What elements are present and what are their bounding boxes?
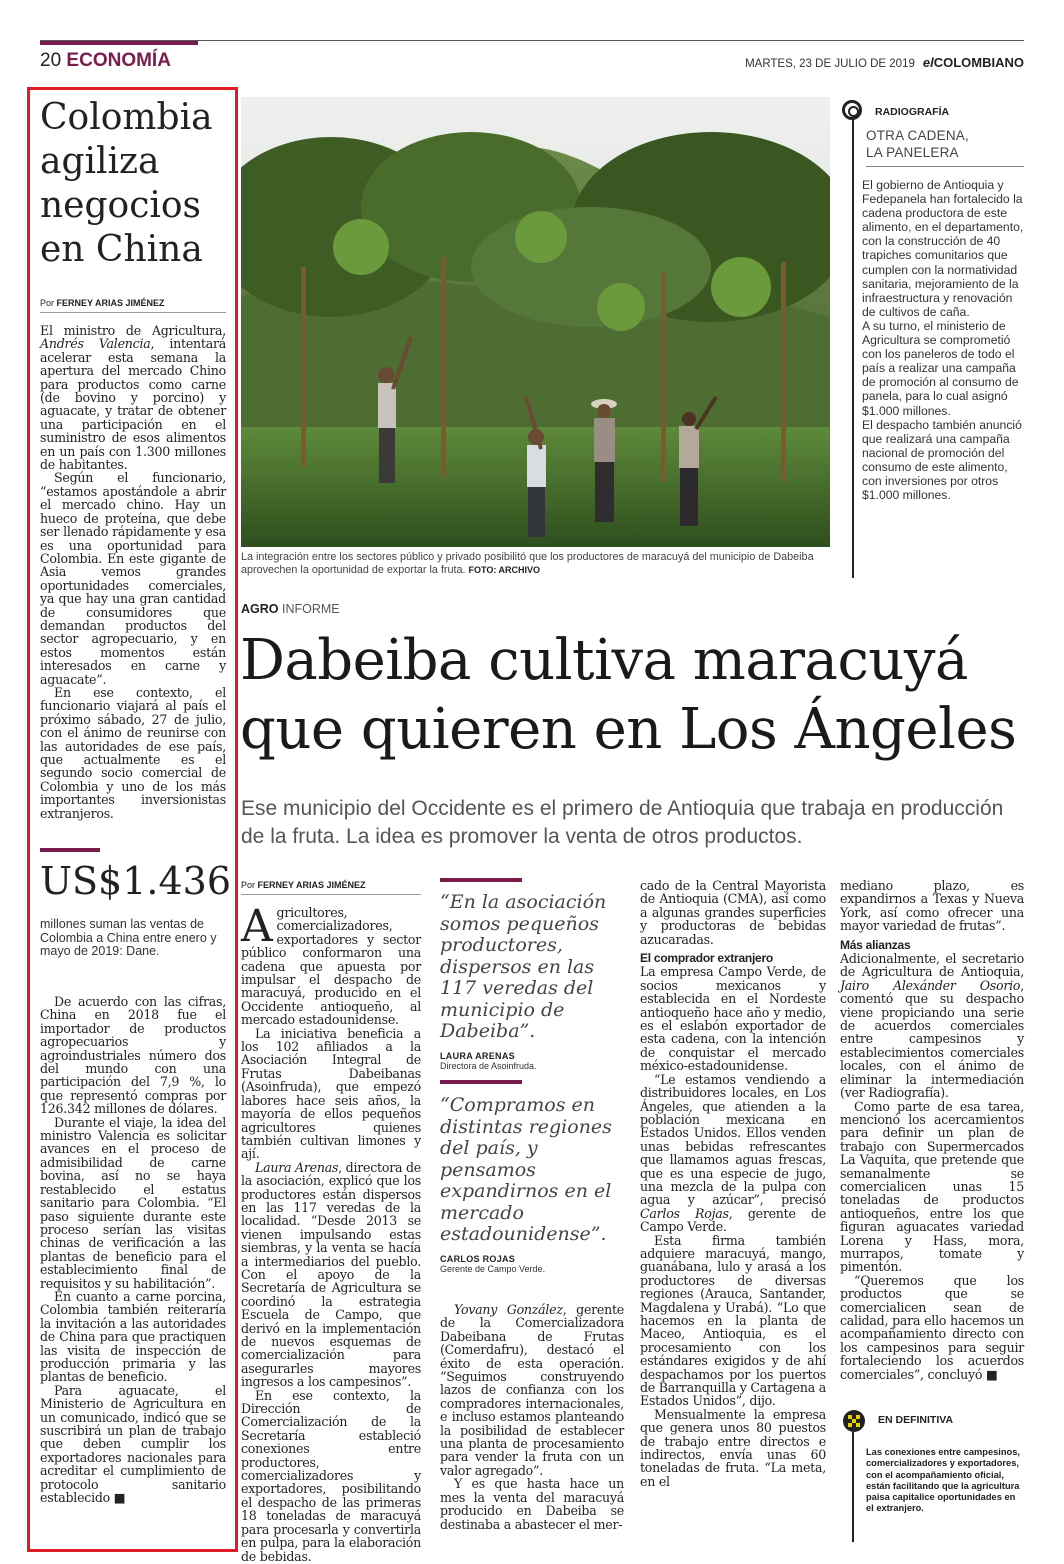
main-column-1	[241, 901, 421, 1564]
deck: Ese municipio del Occidente es el primero de Antioquia que trabaja en producción de la fruta. La idea es promover la venta de otros productos.	[241, 797, 1004, 848]
main-paragraph: Agricultores, comercializadores, exportadores y sector público conformaron una cadena que apuesta por impulsar el despacho de maracuyá, producido en el Occidente antioqueño, al mercado estadounidense.	[241, 901, 421, 1028]
maracuya-farmers-photo	[241, 97, 830, 547]
main-column-3	[640, 879, 826, 1488]
main-paragraph: En ese contexto, la Dirección de Comercialización de la Secretaría estableció conexiones entre productores, comercializadores y exportadores, posibilitando el despacho de las primeras 18 toneladas de maracuyá para procesarla y convertirla en pulpa, para la elaboración de bebidas.	[241, 1387, 421, 1564]
subheading: Más alianzas	[840, 937, 911, 952]
photo-credit: FOTO: ARCHIVO	[468, 565, 540, 575]
stat-value: US$1.436	[40, 859, 232, 903]
subheading: El comprador extranjero	[640, 951, 773, 966]
page-header-right	[745, 55, 1024, 70]
main-paragraph: “Le estamos vendiendo a distribuidores locales, en Los Ángeles, que atienden a la población mexicana en Estados Unidos. Ellos venden unas bebidas refrescantes que llamamos aguas frescas, que es una especie de jugo, una mezcla de la pulpa con agua y azúcar”, precisó Carlos Rojas, gerente de Campo Verde.	[640, 1071, 827, 1235]
sidebar-byline: Por FERNEY ARIAS JIMÉNEZ	[40, 298, 165, 308]
quote2-accent-bar	[440, 1080, 522, 1084]
sidebar-body-bottom	[40, 995, 226, 1504]
sidebar-paragraph: Para aguacate, el Ministerio de Agricultura en un comunicado, indicó que se suscribirá un plan de trabajo que deben cumplir los exportadores nacionales para acreditar el cumplimiento de protocolo sanitario establecido ■	[40, 1382, 226, 1506]
end-mark: ■	[985, 1366, 998, 1382]
end-mark: ■	[113, 1490, 126, 1506]
main-byline: Por FERNEY ARIAS JIMÉNEZ	[241, 880, 366, 890]
sidebar-paragraph: En ese contexto, el funcionario viajará al país el próximo sábado, 27 de julio, con el ánimo de reunirse con las autoridades de ese país, que actualmente es el segundo socio comercial de Colombia y uno de los más importantes inversionistas extranjeros.	[40, 684, 226, 821]
drop-cap: A	[241, 901, 273, 952]
main-paragraph: cado de la Central Mayorista de Antioquia (CMA), así como a algunas grandes superficies y productoras de bebidas azucaradas.	[640, 878, 826, 947]
pull-quote-1	[440, 892, 624, 1071]
stat-description: millones suman las ventas de Colombia a China entre enero y mayo de 2019: Dane.	[40, 917, 217, 958]
radiografia-paragraph: El despacho también anunció que realizará una campaña nacional de promoción del consumo de este alimento, con inversiones por otros $1.000 millones.	[862, 417, 1022, 503]
quote-role: Directora de Asoinfruda.	[440, 1060, 537, 1071]
header-rule	[40, 40, 1024, 41]
sidebar-byline-rule	[40, 312, 226, 313]
main-column-2	[440, 1303, 624, 1531]
pull-quote-2	[440, 1095, 624, 1274]
radiografia-title: OTRA CADENA, LA PANELERA	[866, 128, 969, 160]
issue-date: MARTES, 23 DE JULIO DE 2019	[745, 58, 915, 70]
quote-text: “En la asociación somos pequeños productores, dispersos en las 117 veredas del municipio de Dabeiba”.	[440, 891, 607, 1042]
quote-text: “Compramos en distintas regiones del país, y pensamos expandirnos en el mercado estadounidense”.	[440, 1094, 612, 1245]
main-paragraph: Esta firma también adquiere maracuyá, mango, guanábana, lulo y arasá a los productores de diversas regiones (Arauca, Santander, Magdalena y Urabá). “Lo que hacemos en la planta de Maceo, Antioquia, es el procesamiento con los estándares exigidos y de ahí despachamos por los puertos de Barranquilla y Cartagena a Estados Unidos”, dijo.	[640, 1232, 826, 1409]
main-column-4	[840, 879, 1024, 1381]
main-paragraph: Como parte de esa tarea, mencionó los acercamientos para definir un plan de trabajo con Supermercados La Vaquita, que pretende que semanalmente se comercialicen unas 15 toneladas de productos antioqueños, entre los que figuran aguacates variedad Lorena y Hass, mora, murrapos, tomate y pimentón.	[840, 1098, 1024, 1275]
sidebar-paragraph: En cuanto a carne porcina, Colombia también reiteraría la invitación a las autoridades de China para que practiquen las visita de inspección de producción primaria y las plantas de beneficio.	[40, 1288, 226, 1385]
page-number: 20	[40, 50, 62, 71]
sidebar-paragraph: Durante el viaje, la idea del ministro Valencia es solicitar avances en el proceso de admisibilidad de carne bovina, así no se haya restablecido el estatus sanitario para Colombia. “El paso siguiente durante este proceso serían las visitas chinas de verificación a las plantas de beneficio para el establecimiento final de requisitos y su habilitación”.	[40, 1114, 226, 1291]
photo-caption: La integración entre los sectores público y privado posibilitó que los productores de maracuyá del municipio de Dabeiba aprovechen la oportunidad de exportar la fruta. FOTO: ARCHIVO	[241, 551, 814, 576]
main-paragraph: La iniciativa beneficia a los 102 afiliados a la Asociación Integral de Frutas Dabeibanas (Asoinfruda), que empezó labores hace seis años, la mayoría de ellos pequeños agricultores quienes también cultivan limones y ají.	[241, 1025, 421, 1162]
definitiva-text: Las conexiones entre campesinos, comercializadores y exportadores, con el acompañamiento oficial, están facilitando que la agricultura paisa capitalice oportunidades en el extranjero.	[866, 1447, 1020, 1514]
main-byline-rule	[241, 894, 421, 895]
quote-author: LAURA ARENAS	[440, 1050, 515, 1061]
sidebar-title: Colombia agiliza negocios en China	[40, 97, 213, 270]
definitiva-left-rule	[852, 1432, 854, 1542]
main-paragraph: mediano plazo, es expandirnos a Texas y Nueva York, así como ofrecer una mayor variedad de frutas”.	[840, 878, 1024, 934]
section-name: ECONOMÍA	[66, 50, 171, 71]
brand-logo: elCOLOMBIANO	[922, 55, 1024, 70]
main-headline: Dabeiba cultiva maracuyá que quieren en Los Ángeles	[240, 628, 1017, 762]
radiografia-left-rule	[852, 118, 854, 578]
main-paragraph: Yovany González, gerente de la Comercializadora Dabeibana de Frutas (Comerdafru), destacó el éxito de esta operación. “Seguimos construyendo lazos de confianza con los compradores internacionales, e incluso estamos planteando la posibilidad de establecer una planta de procesamiento para vender la fruta con un valor agregado”.	[440, 1302, 625, 1478]
radiografia-paragraph: El gobierno de Antioquia y Fedepanela han fortalecido la cadena productora de este alimento, en el departamento, con la construcción de 40 trapiches comunitarios que cumplen con la normatividad sanitaria, mejoramiento de la infraestructura y renovación de cultivos de caña.	[862, 178, 1024, 319]
sidebar-paragraph: De acuerdo con las cifras, China en 2018 fue el importador de productos agropecuarios y agroindustriales número dos del mundo con una participación del 7,9 %, lo que representó compras por 126.342 millones de dólares.	[40, 994, 226, 1117]
radiografia-body	[862, 178, 1026, 502]
main-paragraph: “Queremos que los productos que se comercialicen sean de calidad, para ello hacemos un acompañamiento directo con los campesinos para seguir fortaleciendo los acuerdos comerciales”, concluyó ■	[840, 1272, 1024, 1382]
sidebar-paragraph: El ministro de Agricultura, Andrés Valencia, intentará acelerar esta semana la apertura del mercado Chino para productos como carne (de bovino y porcino) y aguacate, y tratar de obtener una participación en el suministro de esos alimentos en un país con 1.300 millones de habitantes.	[40, 323, 226, 473]
main-paragraph: Laura Arenas, directora de la asociación, explicó que los productores están dispersos en las 117 veredas de la localidad. “Desde 2013 se vienen impulsando estas siembras, y la venta se hacía a intermediarios del pueblo. Con el apoyo de la Secretaría de Agricultura se coordinó la estrategia Escuela de Campo, que derivó en la implementación de nuevos esquemas de comercialización para asegurarles mayores ingresos a los campesinos”.	[241, 1159, 421, 1390]
main-paragraph: Adicionalmente, el secretario de Agricultura de Antioquia, Jairo Alexánder Osorio, comentó que su despacho viene propiciando una serie de acuerdos comerciales entre campesinos y establecimientos comerciales locales, con el ánimo de eliminar la intermediación (ver Radiografía).	[840, 951, 1024, 1101]
main-paragraph: La empresa Campo Verde, de socios mexicanos y establecida en el Nordeste antioqueño hace año y medio, es el eslabón exportador de esta cadena, con la intención de conquistar el mercado méxico-estadounidense.	[640, 964, 826, 1074]
quote-role: Gerente de Campo Verde.	[440, 1263, 546, 1274]
quote1-accent-bar	[440, 878, 522, 882]
main-paragraph: Mensualmente la empresa que genera unos 80 puestos de trabajo entre directos e indirectos, envía unas 60 toneladas de fruta. “La meta, en el	[640, 1406, 826, 1489]
radiografia-paragraph: A su turno, el ministerio de Agricultura se comprometió con los paneleros de todo el país a realizar una campaña de promoción al consumo de panela, para lo cual asignó $1.000 millones.	[862, 318, 1019, 418]
stat-accent-bar	[40, 848, 100, 852]
article-photo	[241, 97, 830, 547]
radiografia-label: RADIOGRAFÍA	[875, 106, 950, 118]
kicker: AGRO INFORME	[241, 602, 340, 616]
sidebar-body-top	[40, 324, 226, 820]
radiografia-rule	[866, 166, 1024, 167]
quote-author: CARLOS ROJAS	[440, 1253, 516, 1264]
page-header-left	[40, 50, 171, 72]
definitiva-label: EN DEFINITIVA	[878, 1414, 954, 1426]
main-paragraph: Y es que hasta hace un mes la venta del maracuyá producido en Dabeiba se destinaba a abastecer el mer-	[440, 1476, 624, 1532]
checker-icon	[843, 1410, 865, 1432]
magnifier-icon	[842, 100, 862, 120]
sidebar-paragraph: Según el funcionario, “estamos apostándole a abrir el mercado chino. Hay un hueco de proteína, que debe ser llenado rápidamente y esa es una oportunidad para Colombia. En este gigante de Asia vemos grandes oportunidades comerciales, ya que hay una gran cantidad de consumidores que demandan productos del sector agropecuario, y en estos momentos están interesados en carne y aguacate”.	[40, 470, 226, 687]
